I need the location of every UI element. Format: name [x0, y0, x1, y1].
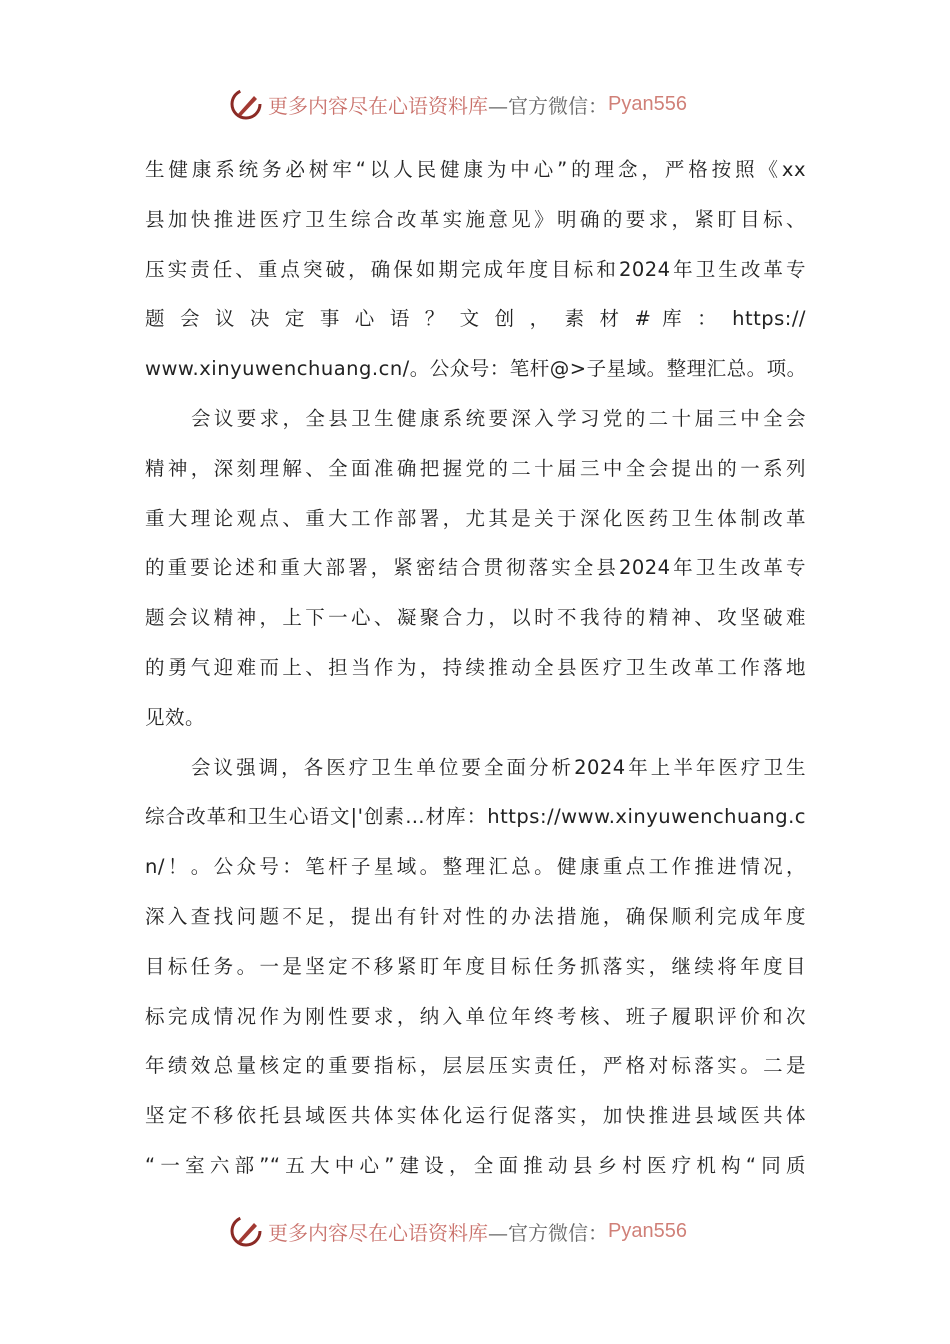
text-line: 压实责任、重点突破，确保如期完成年度目标和2024年卫生改革专	[145, 257, 806, 281]
text-line: 会议强调，各医疗卫生单位要全面分析2024年上半年医疗卫生	[191, 755, 806, 779]
pen-logo-icon	[228, 1213, 264, 1249]
text-line: 重大理论观点、重大工作部署，尤其是关于深化医药卫生体制改革	[145, 506, 806, 530]
text-line: 综合改革和卫生心语文|'创素…材库：https://www.xinyuwenchuang.c	[145, 805, 806, 829]
text-line: 县加快推进医疗卫生综合改革实施意见》明确的要求，紧盯目标、	[145, 207, 806, 231]
document-body	[145, 150, 806, 1196]
text-line: “一室六部”“五大中心”建设，全面推动县乡村医疗机构“同质	[145, 1153, 806, 1177]
pen-logo-icon	[228, 86, 264, 122]
text-line: 题会议精神，上下一心、凝聚合力，以时不我待的精神、攻坚破难	[145, 606, 806, 630]
text-line: 的重要论述和重大部署，紧密结合贯彻落实全县2024年卫生改革专	[145, 556, 806, 580]
text-line: 会议要求，全县卫生健康系统要深入学习党的二十届三中全会	[191, 406, 806, 430]
text-line: www.xinyuwenchuang.cn/。公众号：笔杆@>子星域。整理汇总。项。	[145, 357, 807, 381]
header-text: 更多内容尽在心语资料库	[268, 93, 488, 118]
text-line: 生健康系统务必树牢“以人民健康为中心”的理念，严格按照《xx	[145, 158, 806, 181]
footer-text: 更多内容尽在心语资料库	[268, 1220, 488, 1245]
header-wechat-id: Pyan556	[608, 92, 687, 115]
footer-watermark	[228, 1211, 687, 1251]
footer-wechat-id: Pyan556	[608, 1219, 687, 1242]
text-line: 标完成情况作为刚性要求，纳入单位年终考核、班子履职评价和次	[145, 1004, 806, 1028]
text-line: 题 会 议 决 定 事 心 语 ？ 文 创 ， 素 材 # 库 ： https://	[145, 307, 806, 331]
text-line: 深入查找问题不足，提出有针对性的办法措施，确保顺利完成年度	[145, 904, 806, 928]
text-line: 目标任务。一是坚定不移紧盯年度目标任务抓落实，继续将年度目	[145, 954, 806, 978]
text-line: n/！。公众号：笔杆子星域。整理汇总。健康重点工作推进情况，	[145, 855, 806, 879]
text-line: 精神，深刻理解、全面准确把握党的二十届三中全会提出的一系列	[145, 456, 806, 480]
header-watermark	[228, 84, 687, 124]
text-line: 年绩效总量核定的重要指标，层层压实责任，严格对标落实。二是	[145, 1054, 806, 1078]
footer-wechat-label: —官方微信：	[488, 1220, 608, 1245]
text-line: 见效。	[145, 705, 206, 729]
header-wechat-label: —官方微信：	[488, 93, 608, 118]
text-line: 坚定不移依托县域医共体实体化运行促落实，加快推进县域医共体	[145, 1104, 806, 1128]
text-line: 的勇气迎难而上、担当作为，持续推动全县医疗卫生改革工作落地	[145, 655, 806, 679]
